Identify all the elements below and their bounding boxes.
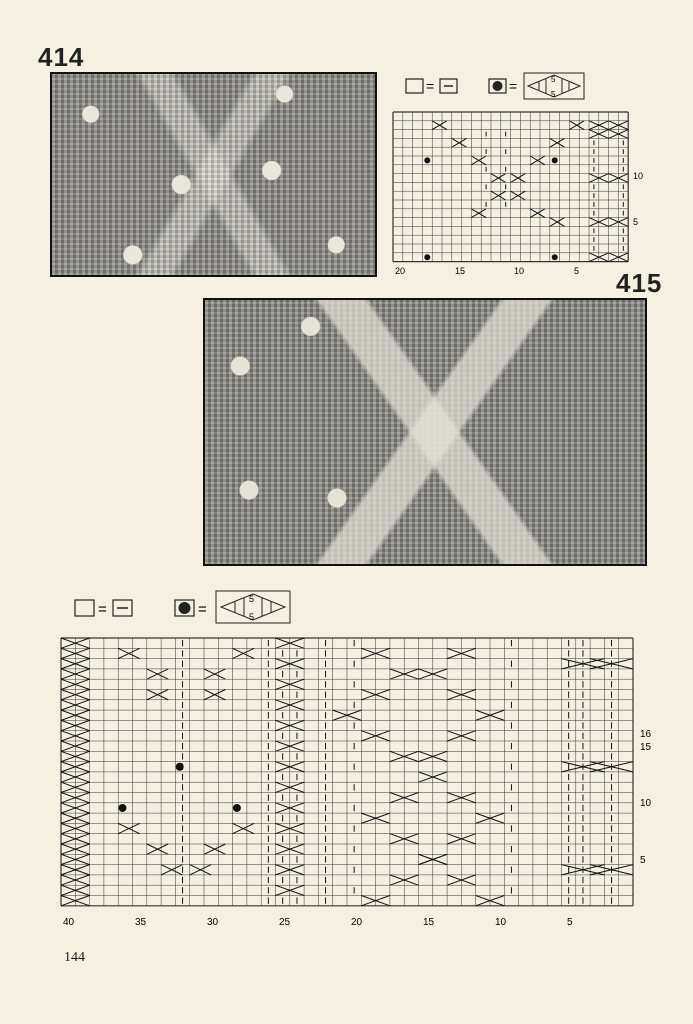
bobble-dot-icon bbox=[179, 602, 191, 614]
col-label-5: 5 bbox=[567, 917, 573, 928]
bobble-stitch bbox=[176, 763, 184, 771]
legend-equals-1: = bbox=[98, 601, 107, 618]
col-label-35: 35 bbox=[135, 917, 147, 928]
col-label-20: 20 bbox=[395, 266, 406, 276]
chart-legend-415 bbox=[73, 590, 293, 624]
col-label-15: 15 bbox=[423, 917, 435, 928]
legend-equals-1: = bbox=[426, 78, 435, 94]
bobble-count-bottom: 5 bbox=[249, 612, 255, 622]
bobble-stitch bbox=[552, 157, 558, 163]
knit-stitch-symbol bbox=[406, 79, 423, 93]
page-number: 144 bbox=[64, 950, 85, 965]
chart-grid-415 bbox=[61, 638, 633, 906]
bobble-diagram-icon bbox=[524, 73, 584, 99]
legend-equals-2: = bbox=[198, 601, 207, 618]
bobble-stitch bbox=[424, 157, 430, 163]
col-label-15: 15 bbox=[455, 266, 466, 276]
bobble-stitch bbox=[552, 254, 558, 260]
pattern-number-415: 415 bbox=[616, 268, 663, 298]
chart-grid-414 bbox=[393, 112, 628, 262]
row-label-15: 15 bbox=[640, 742, 652, 753]
bobble-diagram-icon bbox=[216, 591, 290, 623]
chart-legend-414 bbox=[404, 72, 586, 100]
row-label-10: 10 bbox=[633, 171, 644, 181]
bobble-count-bottom: 5 bbox=[551, 90, 556, 99]
legend-equals-2: = bbox=[509, 78, 518, 94]
col-label-20: 20 bbox=[351, 917, 363, 928]
row-label-10: 10 bbox=[640, 798, 652, 809]
row-label-5: 5 bbox=[633, 217, 639, 227]
knit-swatch-photo-414 bbox=[50, 72, 377, 277]
col-label-10: 10 bbox=[514, 266, 525, 276]
row-label-5: 5 bbox=[640, 855, 646, 866]
col-label-5: 5 bbox=[574, 266, 580, 276]
bobble-stitch bbox=[233, 804, 241, 812]
col-label-40: 40 bbox=[63, 917, 75, 928]
bobble-count-top: 5 bbox=[551, 75, 556, 84]
bobble-stitch bbox=[118, 804, 126, 812]
col-label-30: 30 bbox=[207, 917, 219, 928]
row-label-16: 16 bbox=[640, 729, 652, 740]
knitting-chart-414 bbox=[385, 108, 655, 278]
pattern-number-414: 414 bbox=[38, 42, 85, 72]
col-label-10: 10 bbox=[495, 917, 507, 928]
col-label-25: 25 bbox=[279, 917, 291, 928]
bobble-stitch bbox=[424, 254, 430, 260]
bobble-dot-icon bbox=[493, 81, 503, 91]
bobble-count-top: 5 bbox=[249, 594, 255, 604]
knitting-chart-415 bbox=[55, 630, 665, 930]
knit-swatch-photo-415 bbox=[203, 298, 647, 566]
knit-stitch-symbol bbox=[75, 600, 94, 616]
